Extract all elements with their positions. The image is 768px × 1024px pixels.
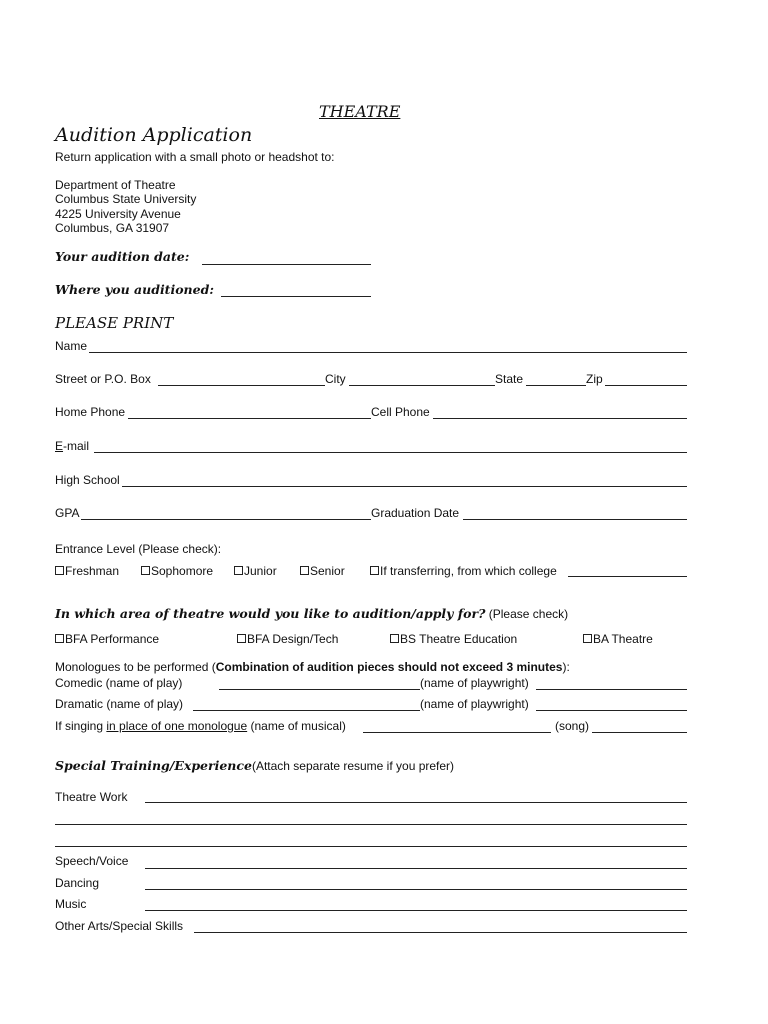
comedic-play-label: Comedic (name of play) <box>55 676 183 690</box>
city-label: City <box>325 372 346 386</box>
email-field[interactable] <box>94 452 687 453</box>
area-question-note: (Please check) <box>488 607 569 621</box>
training-heading-text: Special Training/Experience <box>55 758 252 773</box>
address-line-4: Columbus, GA 31907 <box>55 221 170 235</box>
address-line-2: Columbus State University <box>55 192 197 206</box>
return-note: Return application with a small photo or headshot to: <box>55 150 335 164</box>
audition-location-field[interactable] <box>221 296 371 297</box>
bfa-design-tech-option[interactable] <box>237 633 338 645</box>
email-label-rest: -mail <box>63 439 90 453</box>
checkbox-icon[interactable] <box>234 566 243 575</box>
gpa-label: GPA <box>55 506 80 520</box>
dancing-label: Dancing <box>55 876 100 890</box>
theatre-work-field-2[interactable] <box>55 824 687 825</box>
transfer-label: If transferring, from which college <box>380 564 557 578</box>
bs-theatre-education-option[interactable] <box>390 633 517 645</box>
singing-suffix: (name of musical) <box>247 719 346 733</box>
street-label: Street or P.O. Box <box>55 372 151 386</box>
checkbox-icon[interactable] <box>370 566 379 575</box>
bfa-performance-option[interactable] <box>55 633 159 645</box>
audition-date-field[interactable] <box>202 264 371 265</box>
audition-location-label: Where you auditioned: <box>55 282 214 297</box>
dramatic-playwright-field[interactable] <box>536 710 687 711</box>
checkbox-icon[interactable] <box>237 634 246 643</box>
sophomore-option[interactable] <box>141 565 213 577</box>
dramatic-playwright-label: (name of playwright) <box>420 697 529 711</box>
freshman-label: Freshman <box>65 564 120 578</box>
dramatic-play-label: Dramatic (name of play) <box>55 697 184 711</box>
zip-label: Zip <box>586 372 603 386</box>
transfer-option[interactable] <box>370 565 557 577</box>
monologues-intro-bold: Combination of audition pieces should not exceed 3 minutes <box>215 660 563 674</box>
graduation-date-label: Graduation Date <box>371 506 460 520</box>
theatre-work-field-1[interactable] <box>145 802 687 803</box>
address-line-3: 4225 University Avenue <box>55 207 181 221</box>
junior-option[interactable] <box>234 565 277 577</box>
singing-label <box>55 720 346 732</box>
high-school-field[interactable] <box>122 486 687 487</box>
monologues-intro-start: Monologues to be performed ( <box>55 660 216 674</box>
ba-theatre-option[interactable] <box>583 633 653 645</box>
speech-voice-field[interactable] <box>145 868 687 869</box>
theatre-work-field-3[interactable] <box>55 846 687 847</box>
checkbox-icon[interactable] <box>55 566 64 575</box>
training-heading <box>55 760 454 773</box>
musical-name-field[interactable] <box>363 732 551 733</box>
bfa-design-tech-label: BFA Design/Tech <box>247 632 339 646</box>
checkbox-icon[interactable] <box>55 634 64 643</box>
email-label <box>55 440 89 452</box>
checkbox-icon[interactable] <box>583 634 592 643</box>
song-label: (song) <box>555 719 590 733</box>
cell-phone-label: Cell Phone <box>371 405 430 419</box>
comedic-playwright-label: (name of playwright) <box>420 676 529 690</box>
training-heading-note: (Attach separate resume if you prefer) <box>251 759 455 773</box>
singing-underlined: in place of one monologue <box>106 719 248 733</box>
email-label-first: E <box>55 439 64 453</box>
checkbox-icon[interactable] <box>300 566 309 575</box>
street-field[interactable] <box>158 385 325 386</box>
bfa-performance-label: BFA Performance <box>65 632 160 646</box>
state-field[interactable] <box>526 385 586 386</box>
state-label: State <box>495 372 524 386</box>
audition-date-label: Your audition date: <box>55 249 190 264</box>
junior-label: Junior <box>244 564 277 578</box>
please-print-heading: PLEASE PRINT <box>55 314 174 332</box>
area-question <box>55 608 568 621</box>
cell-phone-field[interactable] <box>433 418 687 419</box>
monologues-intro <box>55 661 570 673</box>
freshman-option[interactable] <box>55 565 119 577</box>
singing-prefix: If singing <box>55 719 107 733</box>
speech-voice-label: Speech/Voice <box>55 854 129 868</box>
music-field[interactable] <box>145 910 687 911</box>
area-question-text: In which area of theatre would you like to audition/apply for? <box>55 606 486 621</box>
comedic-playwright-field[interactable] <box>536 689 687 690</box>
form-title: Audition Application <box>55 124 253 146</box>
name-label: Name <box>55 339 88 353</box>
senior-label: Senior <box>310 564 345 578</box>
ba-theatre-label: BA Theatre <box>593 632 653 646</box>
city-field[interactable] <box>349 385 495 386</box>
home-phone-label: Home Phone <box>55 405 126 419</box>
senior-option[interactable] <box>300 565 345 577</box>
music-label: Music <box>55 897 87 911</box>
monologues-intro-end: ): <box>562 660 570 674</box>
other-arts-label: Other Arts/Special Skills <box>55 919 184 933</box>
sophomore-label: Sophomore <box>151 564 214 578</box>
graduation-date-field[interactable] <box>463 519 687 520</box>
dramatic-play-field[interactable] <box>193 710 420 711</box>
home-phone-field[interactable] <box>128 418 371 419</box>
transfer-college-field[interactable] <box>568 576 687 577</box>
checkbox-icon[interactable] <box>141 566 150 575</box>
address-line-1: Department of Theatre <box>55 178 176 192</box>
other-arts-field[interactable] <box>194 932 687 933</box>
checkbox-icon[interactable] <box>390 634 399 643</box>
bs-theatre-education-label: BS Theatre Education <box>400 632 518 646</box>
high-school-label: High School <box>55 473 120 487</box>
dancing-field[interactable] <box>145 889 687 890</box>
name-field[interactable] <box>89 352 687 353</box>
zip-field[interactable] <box>605 385 687 386</box>
song-field[interactable] <box>592 732 687 733</box>
gpa-field[interactable] <box>81 519 371 520</box>
department-title: THEATRE <box>319 102 401 121</box>
theatre-work-label: Theatre Work <box>55 790 128 804</box>
entrance-level-label: Entrance Level (Please check): <box>55 542 222 556</box>
comedic-play-field[interactable] <box>219 689 420 690</box>
